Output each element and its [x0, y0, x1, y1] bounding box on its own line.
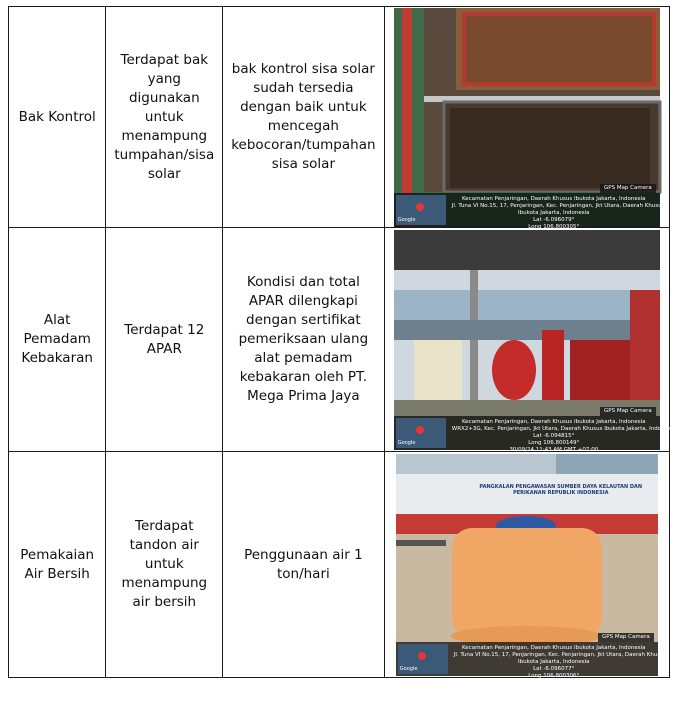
gps-line: Long 106.800149°	[528, 439, 580, 446]
condition-cell	[106, 452, 223, 678]
gps-line: Long 106.800305°	[528, 223, 580, 230]
photo-cell	[384, 228, 676, 453]
inspection-table	[8, 6, 676, 686]
gps-line: 30/09/24 11:37 AM GMT +07:00	[509, 679, 599, 686]
item-label: Pemakaian Air Bersih	[20, 546, 95, 582]
map-pin-icon	[416, 203, 424, 211]
ship-sign-text: PANGKALAN PENGAWASAN SUMBER DAYA KELAUTAN DAN PERIKANAN REPUBLIK INDONESIA	[479, 483, 643, 496]
control-tank-photo	[394, 8, 665, 230]
description-cell	[223, 452, 384, 678]
map-thumbnail	[396, 195, 446, 225]
photo-cell	[384, 7, 669, 228]
description-text: bak kontrol sisa solar sudah tersedia dengan baik untuk mencegah kebocoran/tumpahan sisa solar	[231, 61, 376, 172]
gps-line: Kecamatan Penjaringan, Daerah Khusus Ibukota Jakarta, Indonesia	[461, 418, 646, 425]
description-text: Penggunaan air 1 ton/hari	[244, 546, 363, 582]
gps-line: WRX2+3G, Kec. Penjaringan, Jkt Utara, Daerah Khusus Ibukota Jakarta, Indonesia	[451, 425, 676, 432]
gps-line: 30/09/24 11:43 AM GMT +07:00	[509, 446, 599, 453]
gps-line: Ibukota Jakarta, Indonesia	[517, 658, 590, 665]
photo-cell	[384, 452, 669, 686]
item-label: Bak Kontrol	[18, 108, 96, 125]
map-label: Google	[397, 439, 416, 446]
description-cell	[223, 7, 384, 228]
gps-line: Jl. Tuna VI No.15, 17, Penjaringan, Kec. Penjaringan, Jkt Utara, Daerah Khusus	[453, 651, 667, 658]
gps-line: Long 106.800306°	[528, 672, 580, 679]
description-cell	[223, 228, 384, 452]
condition-cell	[106, 7, 223, 228]
item-cell	[9, 228, 106, 452]
gps-overlay	[396, 633, 667, 686]
gps-line: Jl. Tuna VI No.15, 17, Penjaringan, Kec. Penjaringan, Jkt Utara, Daerah Khusus	[451, 202, 665, 209]
condition-text: Terdapat 12 APAR	[124, 321, 205, 357]
map-pin-icon	[418, 652, 426, 660]
condition-text: Terdapat bak yang digunakan untuk menampung tumpahan/sisa solar	[114, 51, 215, 182]
map-thumbnail	[398, 644, 448, 674]
gps-line: Ibukota Jakarta, Indonesia	[517, 209, 590, 216]
gps-line: Lat -6.096079°	[533, 216, 575, 223]
gps-badge: GPS Map Camera	[600, 407, 656, 416]
gps-text	[451, 418, 676, 454]
gps-overlay	[394, 407, 676, 453]
gps-line: Lat -6.094815°	[533, 432, 575, 439]
water-tank-photo	[396, 454, 667, 686]
map-pin-icon	[416, 426, 424, 434]
gps-badge: GPS Map Camera	[598, 633, 654, 642]
gps-line: Kecamatan Penjaringan, Daerah Khusus Ibukota Jakarta, Indonesia	[461, 195, 646, 202]
map-thumbnail	[396, 418, 446, 448]
gps-text	[453, 644, 667, 687]
map-label: Google	[397, 216, 416, 223]
gps-overlay	[394, 184, 665, 230]
gps-line: Lat -6.096077°	[533, 665, 575, 672]
gps-line: Kecamatan Penjaringan, Daerah Khusus Ibukota Jakarta, Indonesia	[461, 644, 646, 651]
fire-extinguisher-photo	[394, 230, 676, 453]
item-label: Alat Pemadam Kebakaran	[21, 312, 93, 366]
table-row	[9, 452, 670, 678]
gps-badge: GPS Map Camera	[600, 184, 656, 193]
item-cell	[9, 7, 106, 228]
description-text: Kondisi dan total APAR dilengkapi dengan sertifikat pemeriksaan ulang alat pemadam kebakaran oleh PT. Mega Prima Jaya	[238, 274, 369, 404]
table-row	[9, 7, 670, 228]
map-label: Google	[399, 665, 418, 672]
condition-cell	[106, 228, 223, 452]
condition-text: Terdapat tandon air untuk menampung air bersih	[121, 518, 208, 610]
table-row	[9, 228, 670, 452]
item-cell	[9, 452, 106, 678]
